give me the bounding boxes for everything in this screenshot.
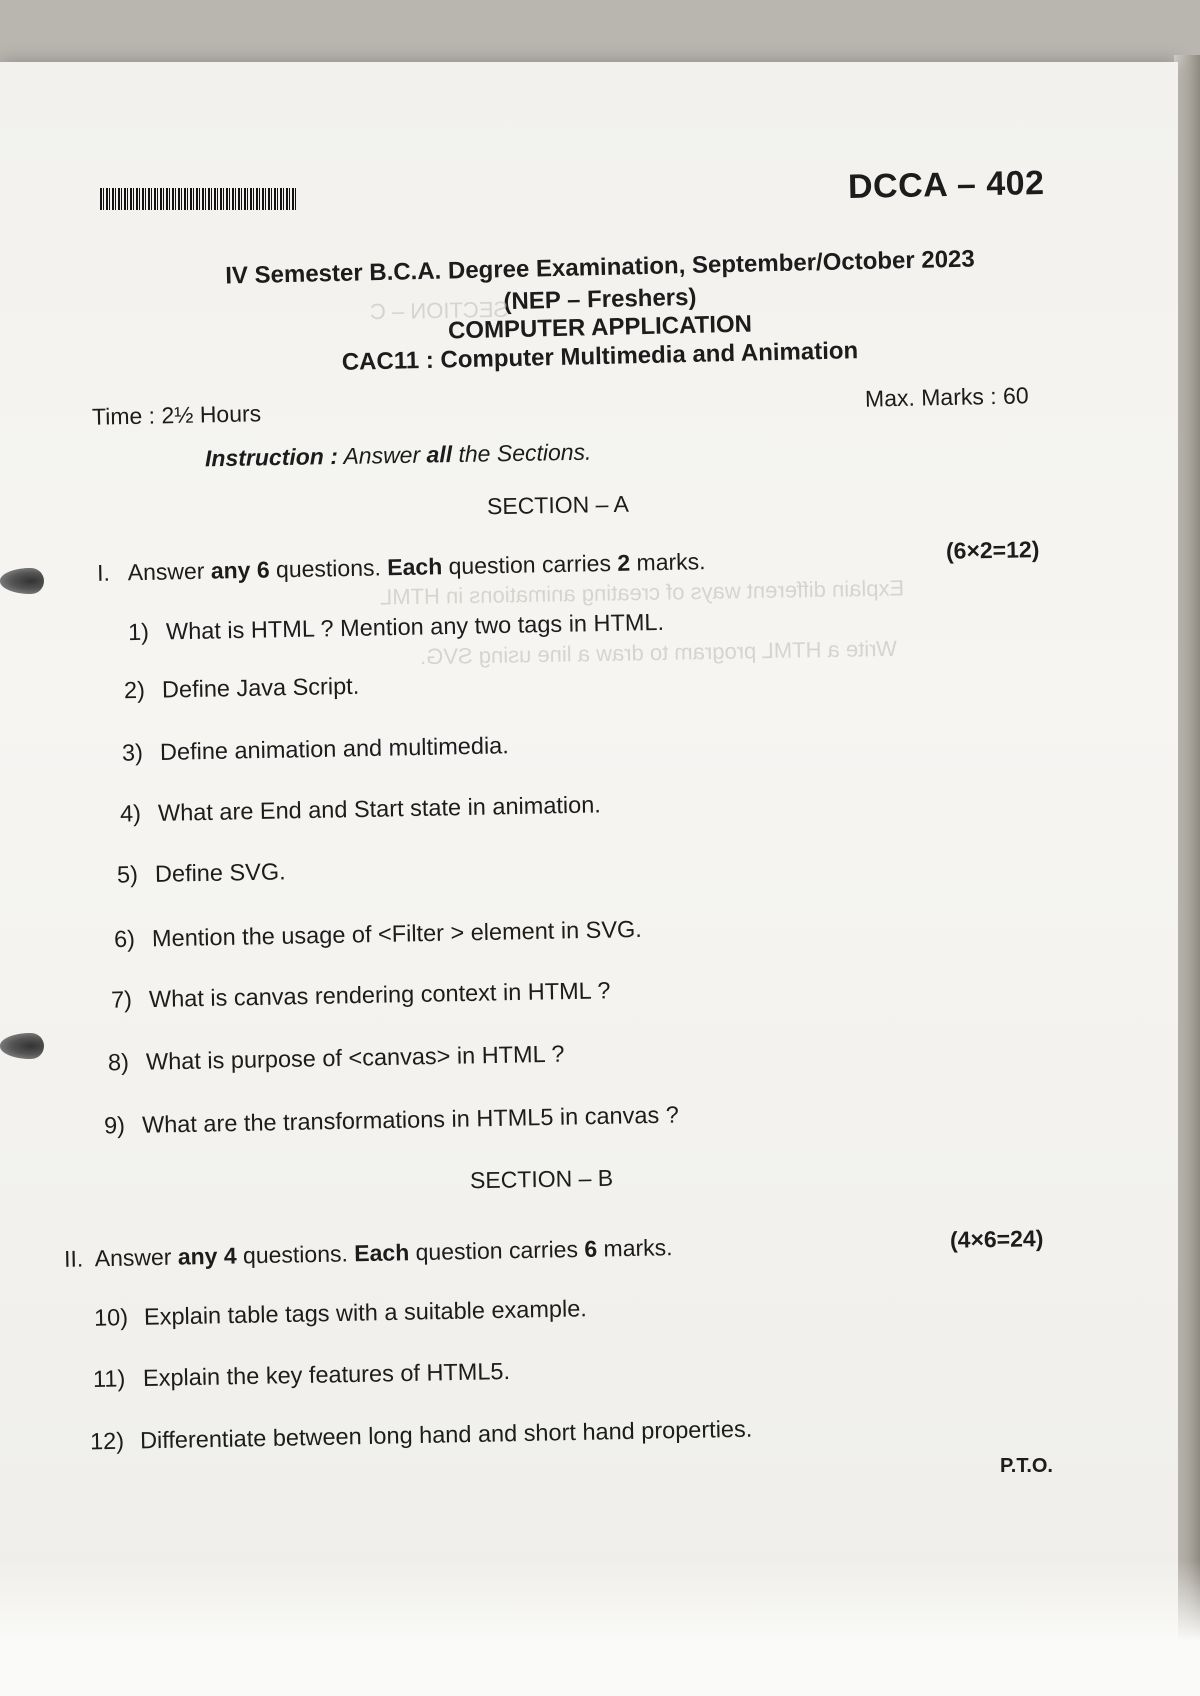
question-text: What is purpose of <canvas> in HTML ? — [145, 1040, 565, 1075]
question-item — [124, 673, 360, 705]
section-a-marks: (6×2=12) — [945, 536, 1040, 564]
section-b-marks: (4×6=24) — [949, 1225, 1044, 1253]
question-number: 4) — [119, 800, 142, 827]
course-title: CAC11 : Computer Multimedia and Animation — [341, 337, 859, 376]
question-text: What are the transformations in HTML5 in canvas ? — [141, 1101, 680, 1138]
bleed-through-text: Explain different ways of creating animations in HTML — [379, 575, 905, 610]
question-number: 9) — [103, 1112, 126, 1139]
page-turn-note: P.T.O. — [1000, 1455, 1053, 1477]
question-number: 6) — [113, 925, 136, 953]
question-text: What are End and Start state in animation. — [157, 791, 602, 826]
section-a-roman: I. — [96, 559, 111, 586]
section-b-head-text: question carries — [415, 1235, 579, 1266]
question-number: 7) — [110, 986, 133, 1013]
question-number: 10) — [93, 1304, 129, 1331]
question-text: What is canvas rendering context in HTML ? — [148, 977, 611, 1013]
section-b-roman: II. — [63, 1245, 84, 1272]
section-b-head-bold: any 4 — [177, 1242, 237, 1270]
question-text: Explain table tags with a suitable example. — [143, 1295, 588, 1330]
paper-code: DCCA – 402 — [847, 163, 1045, 207]
paper-bottom-fade — [0, 1560, 1200, 1696]
question-text: Define Java Script. — [161, 672, 360, 703]
question-number: 8) — [107, 1048, 130, 1076]
question-number: 1) — [127, 618, 150, 646]
question-text: Define SVG. — [154, 858, 286, 887]
time-info — [92, 400, 262, 431]
section-b-title: SECTION – B — [469, 1164, 614, 1194]
instruction-label: Instruction : — [204, 443, 339, 472]
question-text: Mention the usage of <Filter > element in SVG. — [151, 915, 643, 952]
binder-ring-icon — [0, 568, 44, 594]
exam-title: IV Semester B.C.A. Degree Examination, September/October 2023 — [224, 245, 976, 290]
question-text: What is HTML ? Mention any two tags in HTML. — [165, 608, 665, 645]
section-b-head-text: questions. — [242, 1240, 349, 1269]
section-a-head-bold: any 6 — [210, 556, 270, 584]
section-a-title: SECTION – A — [486, 490, 630, 520]
exam-scheme: (NEP – Freshers) — [503, 283, 697, 316]
barcode — [100, 188, 296, 210]
instruction-emphasis: all — [426, 441, 453, 468]
instruction-text-end: the Sections. — [458, 438, 592, 467]
question-number: 5) — [116, 861, 139, 888]
max-marks: Max. Marks : 60 — [864, 382, 1029, 412]
section-b-head-bold: 6 — [584, 1235, 598, 1262]
section-b-head-text: Answer — [94, 1243, 172, 1272]
instruction-text-start: Answer — [343, 441, 421, 469]
section-a-head-text: questions. — [275, 554, 382, 583]
section-b-head-bold: Each — [353, 1239, 410, 1267]
bleed-through-text: Write a HTML program to draw a line using SVG. — [419, 635, 898, 670]
section-b-head-text: marks. — [603, 1234, 673, 1262]
question-text: Differentiate between long hand and short hand properties. — [139, 1415, 753, 1454]
question-number: 12) — [89, 1427, 125, 1455]
question-number: 2) — [123, 676, 146, 704]
time-label: Time : — [91, 402, 156, 430]
question-item — [117, 858, 286, 888]
time-value: 2½ Hours — [161, 400, 262, 429]
bleed-through-text: SECTION – C — [369, 296, 509, 325]
binder-ring-icon — [0, 1033, 44, 1059]
question-text: Define animation and multimedia. — [159, 732, 509, 765]
question-text: Explain the key features of HTML5. — [142, 1357, 511, 1392]
section-a-head-bold: 2 — [617, 549, 631, 576]
section-a-head-text: Answer — [127, 557, 205, 586]
question-number: 11) — [92, 1365, 126, 1393]
section-a-head-text: question carries — [448, 549, 612, 580]
section-a-head-bold: Each — [386, 553, 443, 581]
section-a-head-text: marks. — [636, 548, 706, 576]
subject-name: COMPUTER APPLICATION — [447, 310, 753, 345]
question-number: 3) — [121, 739, 144, 766]
